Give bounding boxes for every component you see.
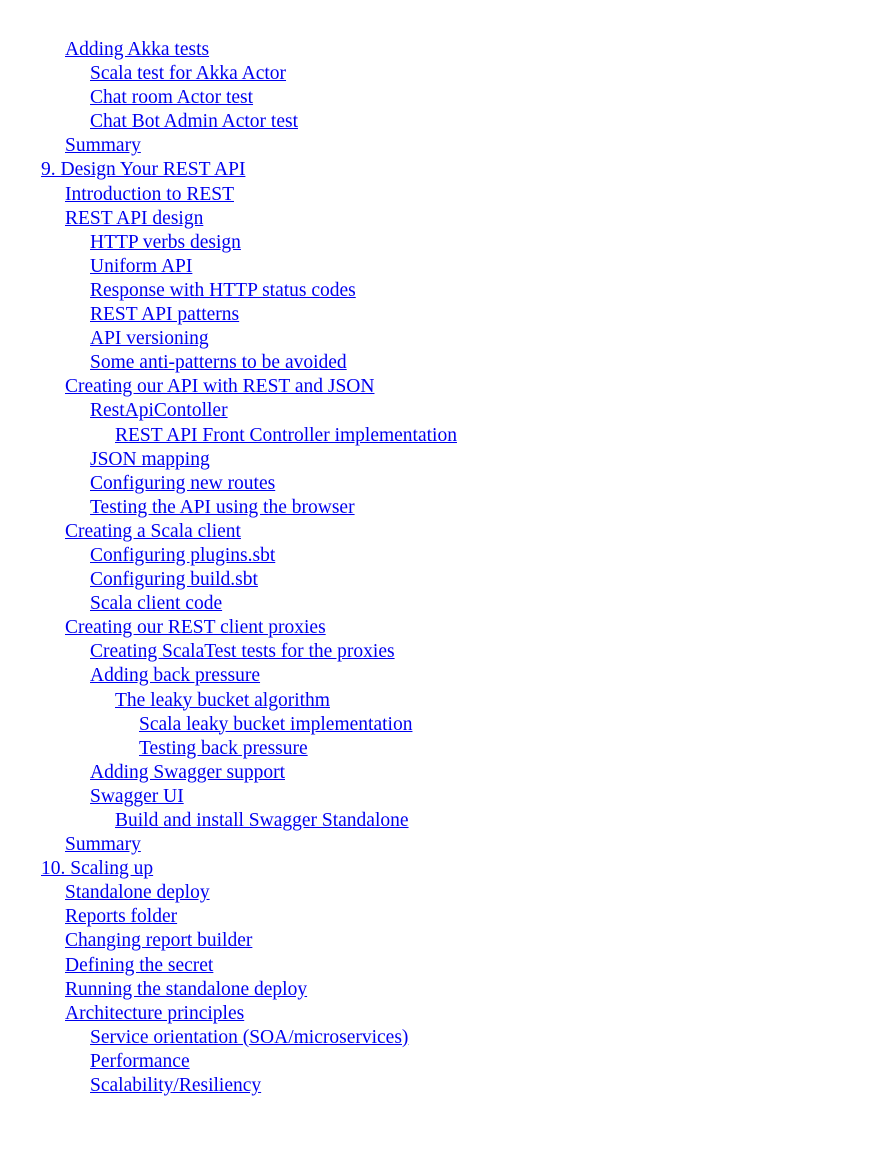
toc-entry xyxy=(0,689,457,713)
toc-link[interactable]: Configuring new routes xyxy=(90,472,276,494)
toc-link[interactable]: Scala test for Akka Actor xyxy=(90,63,287,85)
toc-entry xyxy=(0,399,457,423)
toc-entry xyxy=(0,544,457,568)
toc-link[interactable]: Performance xyxy=(90,1050,190,1072)
toc-entry xyxy=(0,134,457,158)
toc-entry xyxy=(0,303,457,327)
toc-entry xyxy=(0,255,457,279)
toc-entry xyxy=(0,448,457,472)
toc-link[interactable]: Build and install Swagger Standalone xyxy=(115,810,409,831)
toc-link[interactable]: Adding Akka tests xyxy=(65,39,210,60)
toc-link[interactable]: Summary xyxy=(65,834,141,856)
toc-entry xyxy=(0,158,457,182)
toc-link[interactable]: Reports folder xyxy=(65,906,178,928)
toc-entry xyxy=(0,520,457,544)
toc-link[interactable]: Service orientation (SOA/microservices) xyxy=(90,1026,409,1048)
toc-link[interactable]: Running the standalone deploy xyxy=(65,978,308,1000)
toc-link[interactable]: Changing report builder xyxy=(65,930,253,952)
toc-entry xyxy=(0,616,457,640)
toc-link[interactable]: REST API Front Controller implementation xyxy=(115,424,457,446)
toc-entry xyxy=(0,207,457,231)
toc-entry xyxy=(0,1050,457,1074)
toc-link[interactable]: Creating our REST client proxies xyxy=(65,617,326,639)
toc-entry xyxy=(0,279,457,303)
toc-link[interactable]: Swagger UI xyxy=(90,785,184,807)
toc-link[interactable]: Response with HTTP status codes xyxy=(90,279,356,301)
toc-entry xyxy=(0,857,457,881)
toc-link[interactable]: Creating a Scala client xyxy=(65,520,241,542)
toc-link[interactable]: The leaky bucket algorithm xyxy=(115,689,330,711)
toc-entry xyxy=(0,929,457,953)
toc-entry xyxy=(0,496,457,520)
toc-link[interactable]: Summary xyxy=(65,135,141,157)
toc-link[interactable]: Configuring build.sbt xyxy=(90,569,258,591)
toc-link[interactable]: Some anti-patterns to be avoided xyxy=(90,352,347,374)
toc-entry xyxy=(0,978,457,1002)
toc-entry xyxy=(0,110,457,134)
table-of-contents xyxy=(0,38,457,1098)
toc-entry xyxy=(0,833,457,857)
toc-link[interactable]: Scalability/Resiliency xyxy=(90,1075,262,1097)
toc-entry xyxy=(0,640,457,664)
toc-link[interactable]: Uniform API xyxy=(90,255,193,277)
toc-entry xyxy=(0,809,457,833)
toc-link[interactable]: Testing the API using the browser xyxy=(90,496,355,518)
toc-entry xyxy=(0,1074,457,1098)
toc-link[interactable]: RestApiContoller xyxy=(90,400,228,422)
toc-link[interactable]: HTTP verbs design xyxy=(90,231,241,253)
toc-link[interactable]: Introduction to REST xyxy=(65,183,234,205)
toc-link[interactable]: Defining the secret xyxy=(65,954,214,976)
toc-entry xyxy=(0,375,457,399)
toc-entry xyxy=(0,954,457,978)
toc-link[interactable]: 10. Scaling up xyxy=(41,858,154,880)
toc-link[interactable]: REST API design xyxy=(65,207,204,229)
toc-entry xyxy=(0,785,457,809)
toc-entry xyxy=(0,86,457,110)
toc-link[interactable]: Configuring plugins.sbt xyxy=(90,544,276,566)
toc-entry xyxy=(0,424,457,448)
toc-link[interactable]: Architecture principles xyxy=(65,1002,245,1024)
toc-entry xyxy=(0,664,457,688)
toc-link[interactable]: Creating our API with REST and JSON xyxy=(65,376,375,398)
toc-link[interactable]: Standalone deploy xyxy=(65,882,210,904)
toc-link[interactable]: REST API patterns xyxy=(90,304,240,326)
toc-entry xyxy=(0,327,457,351)
toc-link[interactable]: Chat Bot Admin Actor test xyxy=(90,111,298,133)
toc-entry xyxy=(0,351,457,375)
toc-link[interactable]: JSON mapping xyxy=(90,448,210,470)
toc-entry xyxy=(0,761,457,785)
toc-entry xyxy=(0,568,457,592)
toc-link[interactable]: Testing back pressure xyxy=(139,737,308,759)
toc-entry xyxy=(0,231,457,255)
toc-link[interactable]: 9. Design Your REST API xyxy=(41,159,246,181)
toc-link[interactable]: Creating ScalaTest tests for the proxies xyxy=(90,641,395,663)
toc-entry xyxy=(0,881,457,905)
toc-link[interactable]: Scala client code xyxy=(90,593,223,615)
toc-entry xyxy=(0,737,457,761)
toc-entry xyxy=(0,713,457,737)
toc-link[interactable]: Adding Swagger support xyxy=(90,761,285,783)
toc-link[interactable]: Scala leaky bucket implementation xyxy=(139,713,413,735)
toc-link[interactable]: Adding back pressure xyxy=(90,665,261,687)
toc-link[interactable]: Chat room Actor test xyxy=(90,87,254,109)
toc-entry xyxy=(0,1026,457,1050)
toc-entry xyxy=(0,1002,457,1026)
toc-entry xyxy=(0,905,457,929)
toc-entry xyxy=(0,183,457,207)
toc-entry xyxy=(0,592,457,616)
toc-entry xyxy=(0,472,457,496)
toc-entry xyxy=(0,38,457,62)
toc-entry xyxy=(0,62,457,86)
toc-link[interactable]: API versioning xyxy=(90,328,209,350)
